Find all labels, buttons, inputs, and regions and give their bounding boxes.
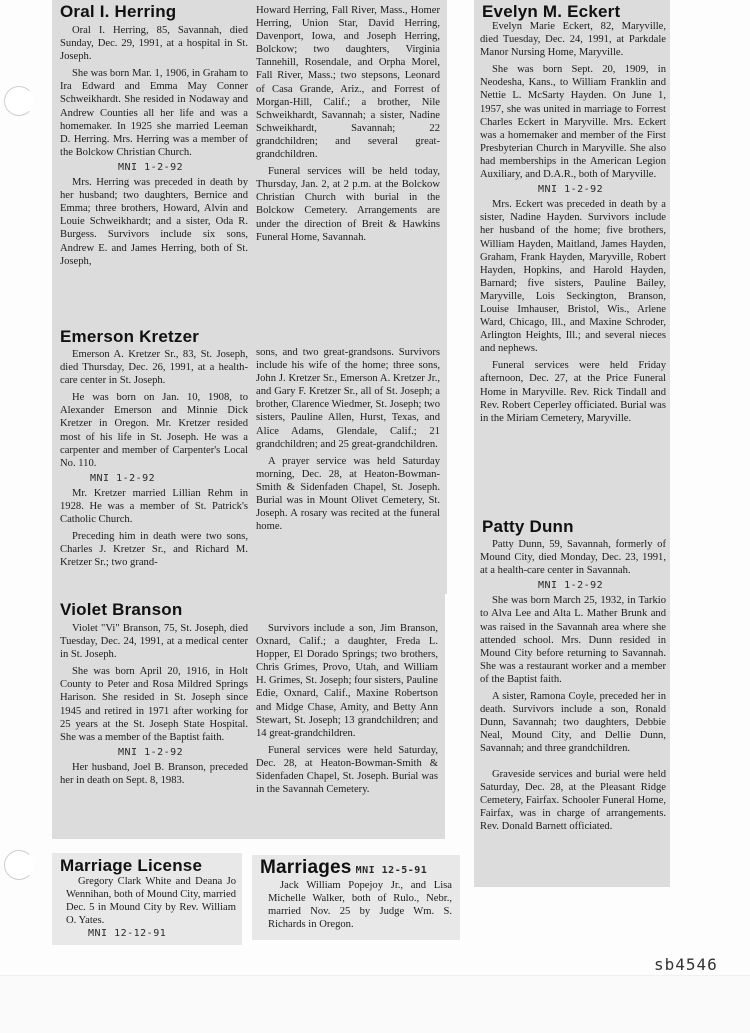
obituary-eckert (474, 0, 670, 512)
notice-title: Marriage License (60, 856, 203, 875)
handwritten-note: MNI 12-12-91 (88, 928, 167, 940)
obituary-paragraph: Emerson A. Kretzer Sr., 83, St. Joseph, died Thursday, Dec. 26, 1991, at a health-care center in St. Joseph. (60, 349, 248, 387)
notice-body (66, 875, 236, 942)
binder-hole (4, 86, 34, 116)
obituary-branson (52, 594, 445, 839)
obituary-paragraph: Preceding him in death were two sons, Charles J. Kretzer Sr., and Richard M. Kretzer Sr.; two grand- (60, 531, 248, 569)
notice-title (252, 855, 460, 882)
catalog-tag: sb4546 (654, 955, 718, 974)
notice-paragraph: Jack William Popejoy Jr., and Lisa Michelle Walker, both of Rulo., Nebr., married Nov. 25 by Judge Wm. S. Richards in Oregon. (268, 880, 452, 931)
obituary-paragraph: Mrs. Herring was preceded in death by her husband; two daughters, Bernice and Emma; three brothers, Howard, Alvin and Louie Schweikhardt; and a sister, Oda R. Burgess. Survivors include six sons, Andrew E. and James Herring, both of St. Joseph, (60, 177, 248, 267)
binder-hole (4, 850, 34, 880)
obituary-paragraph: Mrs. Eckert was preceded in death by a sister, Nadine Hayden. Survivors include her husband of the home; five brothers, William Hayden, Maitland, James Hayden, Graham, Frank Hayden, Maryville, Robert Hayden, Hopkins, and Harold Hayden, Barnard; five sisters, Pauline Bailey, Maryville, Lois Seckington, Branson, Louise Imhauser, Bristol, Wis., Arlene Ward, Chicago, Ill., and Maxine Schroder, Arlington Heights, Ill.; and several nieces and nephews. (480, 199, 666, 355)
obituary-paragraph: She was born Sept. 20, 1909, in Neodesha, Kans., to William Franklin and Nettie L. McSarty Hayden. On June 1, 1957, she was united in marriage to Forrest Charles Eckert in Maryville. Mrs. Eckert was a homemaker and member of the First Presbyterian Church in Maryville. She also had memberships in the American Legion Auxiliary, and D.A.R., both of Maryville. (480, 64, 666, 181)
notice-title-text: Marriages (260, 857, 352, 878)
obituary-paragraph: Her husband, Joel B. Branson, preceded her in death on Sept. 8, 1983. (60, 761, 248, 787)
obituary-paragraph: Funeral services were held Saturday, Dec. 28, at Heaton-Bowman-Smith & Sidenfaden Chapel, St. Joseph. Burial was in the Savannah Cemetery. (256, 744, 438, 796)
obituary-column-right (256, 346, 440, 537)
obituary-paragraph: Funeral services will be held today, Thursday, Jan. 2, at 2 p.m. at the Bolckow Christian Church with burial in the Bolckow Cemetery. Arrangements are under the direction of Breit & Hawkins Funeral Home, Savannah. (256, 166, 440, 243)
obituary-paragraph: She was born April 20, 1916, in Holt County to Peter and Rosa Mildred Springs Harison. She resided in St. Joseph since 1945 and retired in 1971 after working for 25 years at the St. Joseph State Hospital. She was a member of the Baptist faith. (60, 666, 248, 743)
handwritten-note: MNI 1-2-92 (118, 746, 184, 758)
handwritten-note: MNI 12-5-91 (355, 865, 428, 876)
obituary-column-left (60, 24, 248, 272)
obituary-column-right (256, 622, 438, 800)
obituary-paragraph: Survivors include a son, Jim Branson, Oxnard, Calif.; a daughter, Freda L. Hopper, El Dorado Springs; two brothers, Chris Grimes, Provo, Utah, and William H. Grimes, St. Joseph; four sisters, Pauline Edie, Oxnard, Calif., Maxine Robertson and Midge Chase, Amity, and Betty Ann Stewart, St. Joseph; 13 grandchildren; and 14 great-grandchildren. (256, 623, 438, 739)
marriage-license-notice (52, 853, 242, 945)
obituary-title: Oral I. Herring (60, 2, 177, 21)
obituary-paragraph: Funeral services were held Friday afternoon, Dec. 27, at the Price Funeral Home in Maryville. Rev. Rick Tindall and Rev. Robert Ceperley officiated. Burial was in the Miriam Cemetery, Maryville. (480, 360, 666, 424)
handwritten-note: MNI 1-2-92 (118, 161, 184, 173)
handwritten-note: MNI 1-2-92 (538, 184, 604, 196)
obituary-title: Patty Dunn (482, 517, 574, 536)
obituary-title: Violet Branson (60, 600, 183, 619)
handwritten-note: MNI 1-2-92 (90, 472, 156, 484)
obituary-herring (52, 0, 447, 322)
notice-body (268, 879, 452, 935)
obituary-paragraph: He was born on Jan. 10, 1908, to Alexander Emerson and Minnie Dick Kretzer in Oregon. Mr. Kretzer resided most of his life in St. Joseph. He was a carpenter and member of Carpenter's Local No. 110. (60, 392, 248, 469)
marriages-notice (252, 855, 460, 940)
obituary-column-left (60, 622, 248, 791)
obituary-column (480, 538, 666, 837)
obituary-dunn (474, 512, 670, 887)
obituary-paragraph: Patty Dunn, 59, Savannah, formerly of Mound City, died Monday, Dec. 23, 1991, at a health-care center in Savannah. (480, 539, 666, 577)
obituary-paragraph: Evelyn Marie Eckert, 82, Maryville, died Tuesday, Dec. 24, 1991, at Parkdale Manor Nursing Home, Maryville. (480, 21, 666, 59)
handwritten-note: MNI 1-2-92 (538, 580, 604, 592)
obituary-paragraph: Violet "Vi" Branson, 75, St. Joseph, died Tuesday, Dec. 24, 1991, at a medical center in St. Joseph. (60, 623, 248, 661)
obituary-column-left (60, 348, 248, 574)
obituary-paragraph: She was born March 25, 1932, in Tarkio to Alva Lee and Alta L. Mather Brunk and was raised in the Savannah area where she attended school. Mrs. Dunn resided in Mound City before returning to Savannah. She was a restaurant worker and a member of the Baptist faith. (480, 595, 666, 685)
obituary-paragraph: She was born Mar. 1, 1906, in Graham to Ira Edward and Emma May Conner Schweikhardt. She resided in Nodaway and Andrew Counties all her life and was a homemaker. In 1925 she married Leeman D. Herring. Mrs. Herring was a member of the Bolckow Christian Church. (60, 68, 248, 158)
obituary-title: Evelyn M. Eckert (482, 2, 621, 21)
obituary-column-right (256, 4, 440, 248)
obituary-paragraph: Graveside services and burial were held Saturday, Dec. 28, at the Pleasant Ridge Cemetery, Fairfax. Schooler Funeral Home, Fairfax, was in charge of arrangements. Rev. Donald Barnett officiated. (480, 768, 666, 832)
obituary-paragraph: A prayer service was held Saturday morning, Dec. 28, at Heaton-Bowman-Smith & Sidenfaden Chapel, St. Joseph. Burial was in Mount Olivet Cemetery, St. Joseph. A rosary was recited at the funeral home. (256, 455, 440, 533)
obituary-column (480, 20, 666, 429)
notice-paragraph: Gregory Clark White and Deana Jo Wennihan, both of Mound City, married Dec. 5 in Mound City by Rev. William O. Yates. (66, 876, 236, 927)
obituary-paragraph: sons, and two great-grandsons. Survivors include his wife of the home; three sons, John J. Kretzer Sr., Emerson A. Kretzer Jr., and Gary F. Kretzer Sr., all of St. Joseph; a brother, Clarence Wiedmer, St. Joseph; two sisters, Pauline Allen, Hurst, Texas, and Alice Adams, Glendale, Calif.; 21 grandchildren; and 25 great-grandchildren. (256, 347, 440, 450)
obituary-title: Emerson Kretzer (60, 327, 200, 346)
obituary-kretzer (52, 322, 447, 594)
obituary-paragraph: Howard Herring, Fall River, Mass., Homer Herring, Union Star, David Herring, Davenport, Iowa, and Joseph Herring, Bolckow; two daughters, Virginia Tannehill, Rosendale, and Orpha Morel, Fall River, Mass.; two stepsons, Leonard of Casa Grande, Ariz., and Forrest of Morgan-Hill, Calif.; a brother, Nile Schweikhardt, Savannah; a sister, Nadine Schweikhardt, Savannah; 22 grandchildren; and several great-grandchildren. (256, 5, 440, 161)
obituary-paragraph: Oral I. Herring, 85, Savannah, died Sunday, Dec. 29, 1991, at a hospital in St. Joseph. (60, 25, 248, 63)
page-margin (0, 975, 750, 1033)
obituary-paragraph: A sister, Ramona Coyle, preceded her in death. Survivors include a son, Ronald Dunn, Savannah; two daughters, Debbie Neal, Mound City, and Dellie Dunn, Savannah; and three grandchildren. (480, 691, 666, 755)
obituary-paragraph: Mr. Kretzer married Lillian Rehm in 1928. He was a member of St. Patrick's Catholic Church. (60, 487, 248, 526)
